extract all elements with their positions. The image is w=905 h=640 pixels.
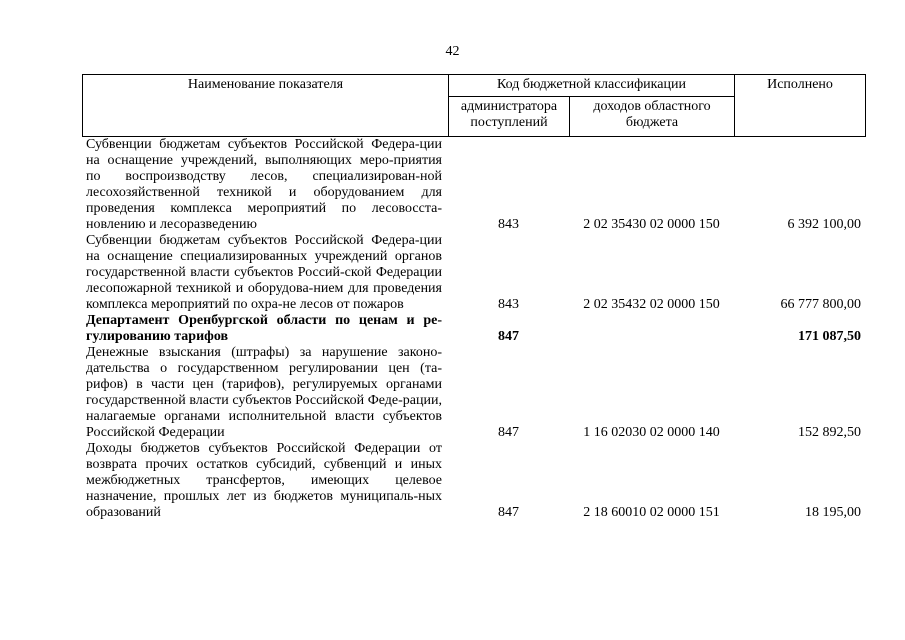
row-admin-code: 847 bbox=[498, 425, 519, 440]
row-revenue-code bbox=[569, 313, 734, 345]
table-row bbox=[82, 313, 865, 345]
header-executed: Исполнено bbox=[735, 75, 866, 137]
row-name: Субвенции бюджетам субъектов Российской Федера-ции на оснащение учреждений, выполняющих меро-приятия по воспроизводству лесов, специализирован-ной лесохозяйственной техникой и оборудованием для проведения комплекса мероприятий по лесовосста-новлению и лесоразведению bbox=[86, 137, 442, 232]
row-executed: 66 777 800,00 bbox=[780, 297, 861, 312]
row-revenue-code: 2 02 35432 02 0000 150 bbox=[583, 297, 720, 312]
row-admin-code: 843 bbox=[498, 217, 519, 232]
table-rows bbox=[82, 137, 865, 521]
table-body bbox=[82, 137, 865, 521]
row-name: Департамент Оренбургской области по ценам и ре-гулированию тарифов bbox=[86, 313, 442, 344]
row-revenue-code: 2 18 60010 02 0000 151 bbox=[583, 505, 720, 520]
row-name: Субвенции бюджетам субъектов Российской Федера-ции на оснащение специализированных учреждений органов государственной власти субъектов Россий-ской Федерации лесопожарной техникой и оборудова-нием для проведения комплекса мероприятий по охра-не лесов от пожаров bbox=[86, 233, 442, 312]
row-admin-code: 847 bbox=[498, 329, 519, 344]
row-admin-code: 847 bbox=[498, 505, 519, 520]
row-revenue-code: 1 16 02030 02 0000 140 bbox=[583, 425, 720, 440]
header-code-group: Код бюджетной классификации bbox=[449, 75, 735, 97]
row-admin-code: 843 bbox=[498, 297, 519, 312]
table-row bbox=[82, 233, 865, 313]
header-admin: администратора поступлений bbox=[449, 97, 570, 137]
page-number: 42 bbox=[445, 44, 460, 59]
row-name: Денежные взыскания (штрафы) за нарушение законо-дательства о государственном регулировании цен (та-рифов) в части цен (тарифов), регулируемых органами государственной власти субъектов Российской Феде-рации, налагаемые органами исполнительной власти субъектов Российской Федерации bbox=[86, 345, 442, 440]
row-executed: 152 892,50 bbox=[798, 425, 861, 440]
row-name: Доходы бюджетов субъектов Российской Федерации от возврата прочих остатков субсидий, субвенций и иных межбюджетных трансфертов, имеющих целевое назначение, прошлых лет из бюджетов муниципаль-ных образований bbox=[86, 441, 442, 520]
row-revenue-code: 2 02 35430 02 0000 150 bbox=[583, 217, 720, 232]
header-name: Наименование показателя bbox=[83, 75, 449, 137]
table-row bbox=[82, 137, 865, 233]
header-revenue: доходов областного бюджета bbox=[570, 97, 735, 137]
row-executed: 6 392 100,00 bbox=[787, 217, 861, 232]
row-executed: 171 087,50 bbox=[798, 329, 861, 344]
table-row bbox=[82, 441, 865, 521]
table-row bbox=[82, 345, 865, 441]
row-executed: 18 195,00 bbox=[805, 505, 861, 520]
table-header bbox=[82, 74, 866, 137]
